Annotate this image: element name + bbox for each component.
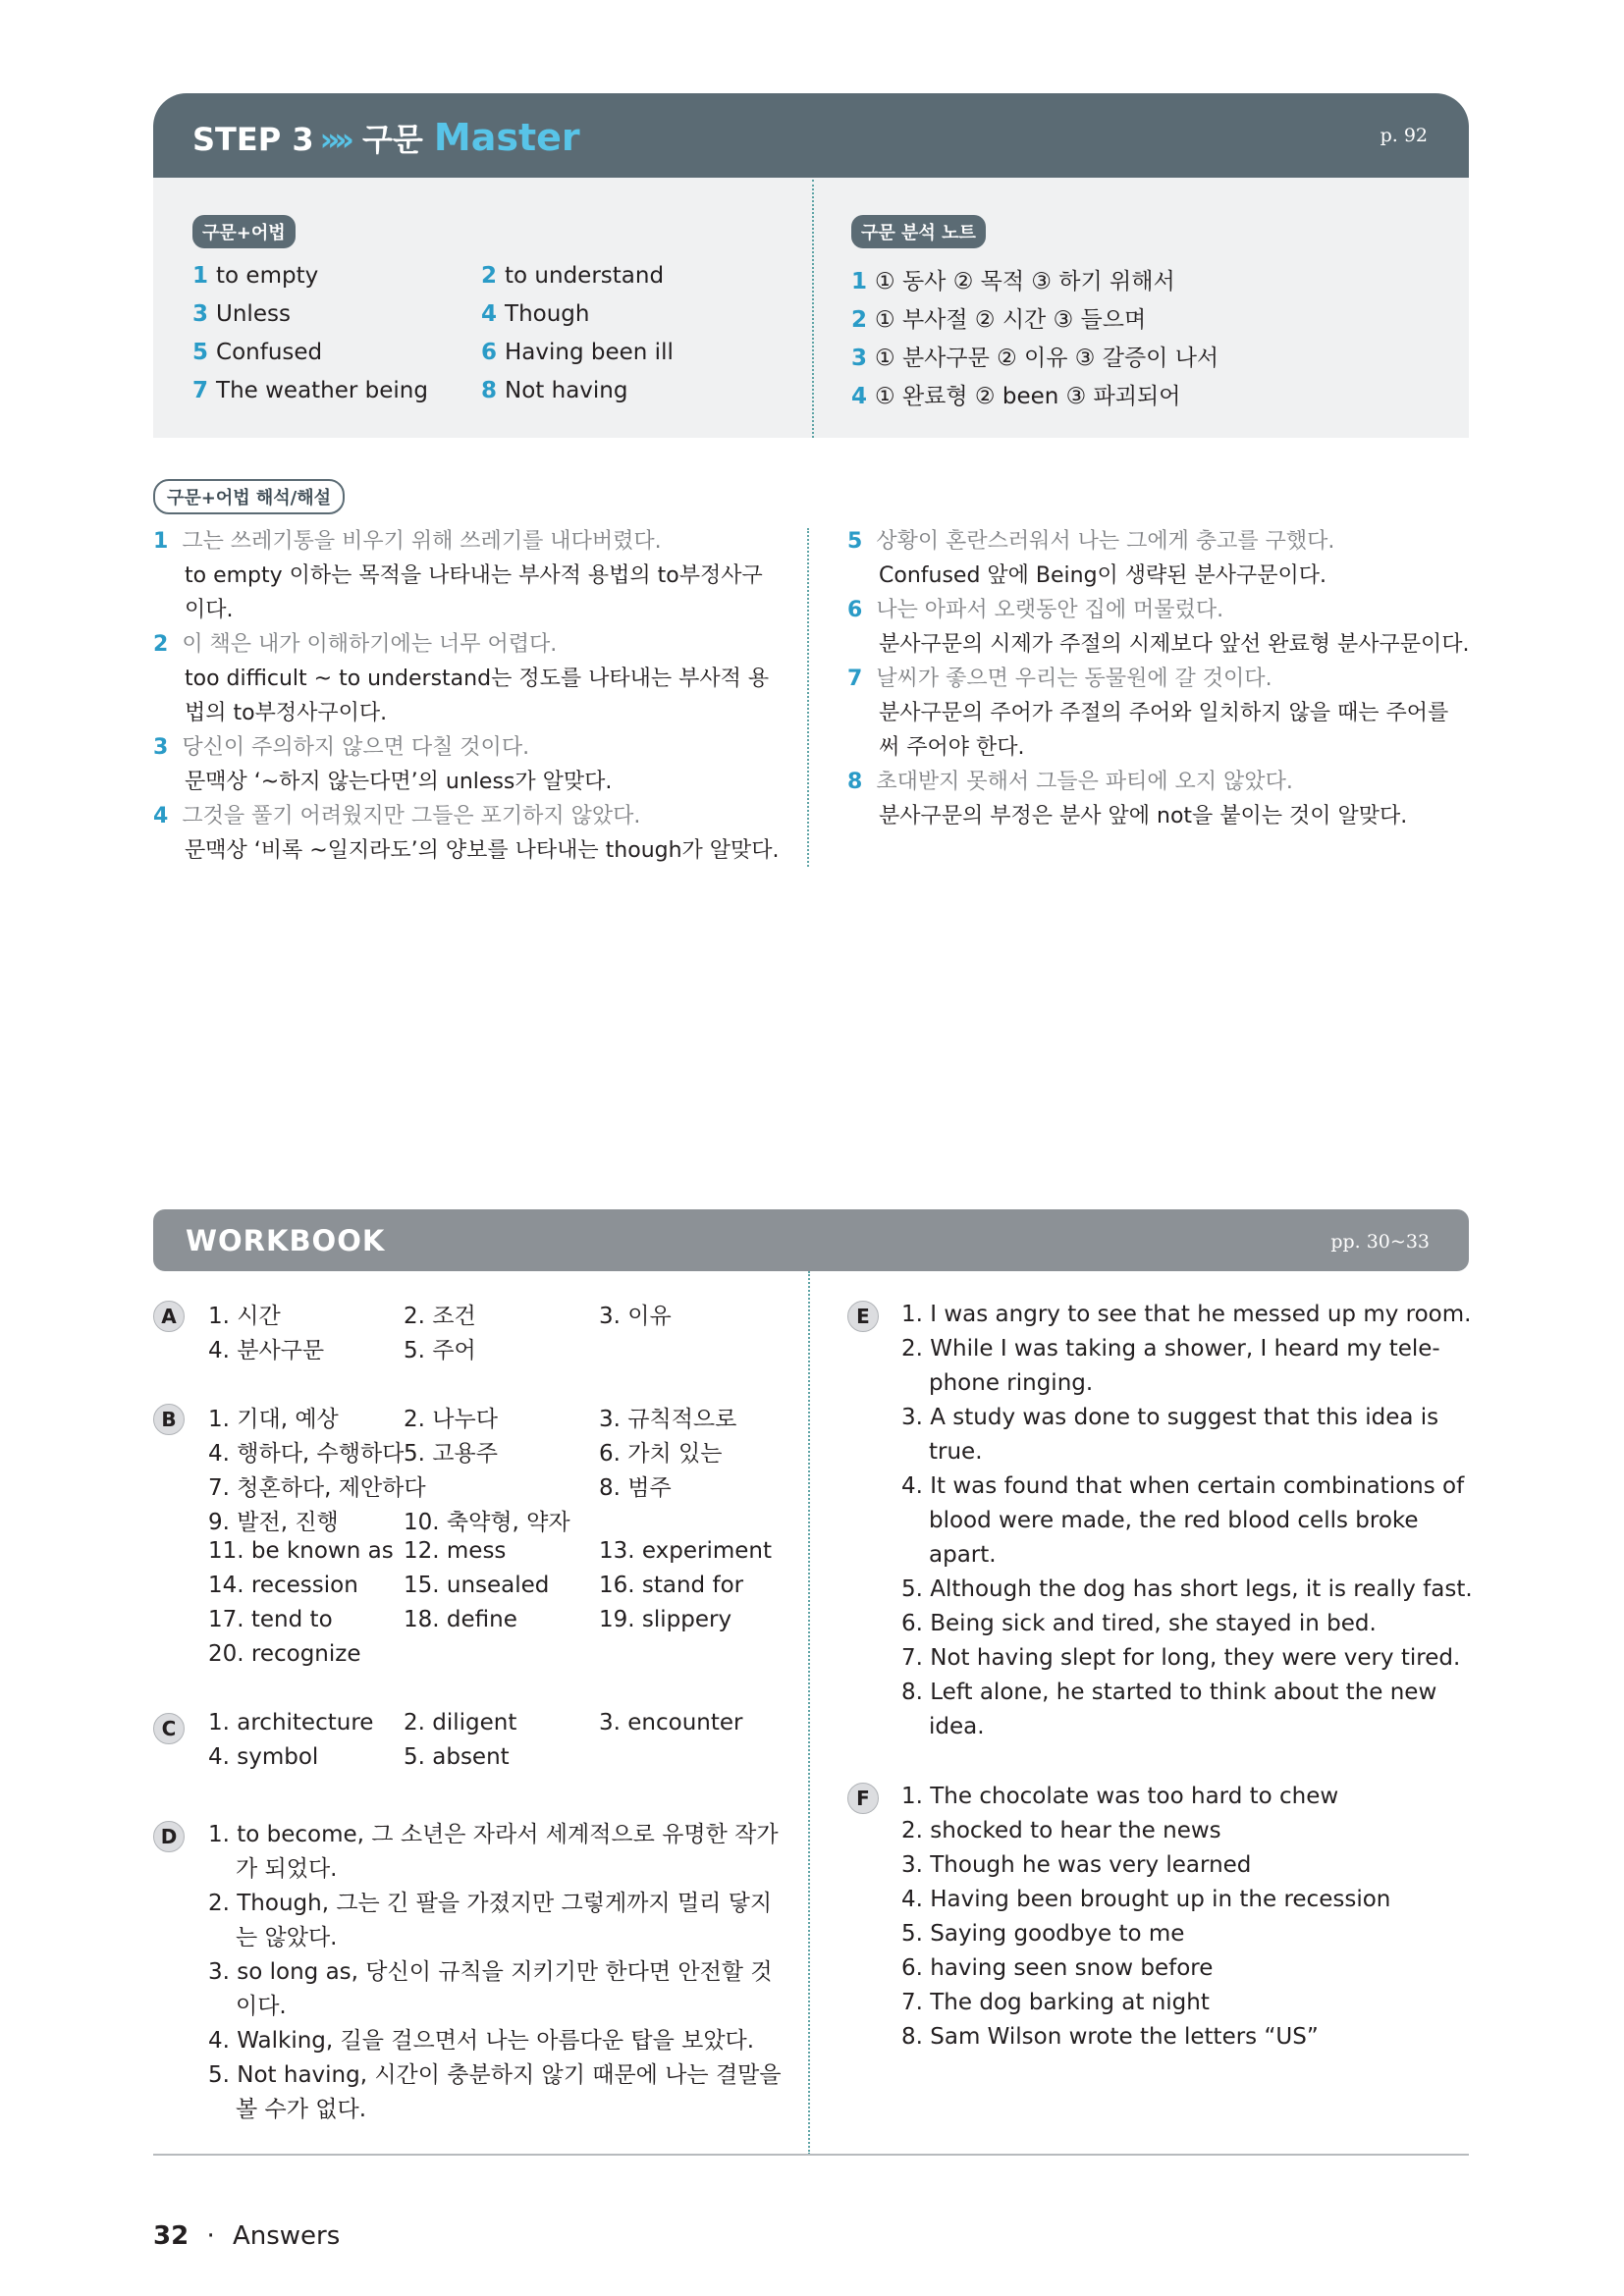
answer-cell: 18. define (404, 1607, 517, 1632)
section-marker-f: F (847, 1783, 879, 1814)
note-item: 1 ① 동사 ② 목적 ③ 하기 위해서 (851, 269, 1175, 294)
answer-cell: 11. be known as (208, 1538, 394, 1564)
answer-cell: 2. 조건 (404, 1304, 476, 1329)
page-reference: p. 92 (1380, 125, 1428, 146)
bottom-rule (153, 2154, 1469, 2156)
answer-cell: 9. 발전, 진행 (208, 1510, 339, 1535)
step3-header (153, 93, 1469, 178)
title-master: Master (433, 116, 580, 159)
explanation-item: 6 나는 아파서 오랫동안 집에 머물렀다. (847, 598, 1224, 622)
answer-cell: 4. 분사구문 (208, 1338, 325, 1363)
explanation-item: 8 초대받지 못해서 그들은 파티에 오지 않았다. (847, 770, 1293, 794)
answer-cell: 16. stand for (599, 1573, 744, 1598)
workbook-title: WORKBOOK (186, 1224, 386, 1257)
answer-item: 3 Unless (192, 301, 291, 327)
answer-cell: 8. 범주 (599, 1475, 672, 1501)
answer-cell: 5. absent (404, 1744, 510, 1770)
section-marker-b: B (153, 1404, 185, 1435)
answer-cell: 1. 시간 (208, 1304, 281, 1329)
note-item: 4 ① 완료형 ② been ③ 파괴되어 (851, 384, 1181, 409)
section-marker-e: E (847, 1301, 879, 1332)
notes-badge: 구문 분석 노트 (851, 215, 986, 248)
page-reference: pp. 30~33 (1330, 1231, 1430, 1253)
explanation-item: 1 그는 쓰레기통을 비우기 위해 쓰레기를 내다버렸다. (153, 529, 662, 554)
answer-item: 2 to understand (481, 263, 665, 289)
answer-cell: 1. 기대, 예상 (208, 1407, 339, 1432)
explanation-badge: 구문+어법 해석/해설 (153, 479, 345, 514)
answer-cell: 4. symbol (208, 1744, 319, 1770)
answer-cell: 3. 이유 (599, 1304, 672, 1329)
section-e-list: 1. I was angry to see that he messed up my room. 2. While I was taking a shower, I heard my tele- phone ringing. 3. A study was done to suggest that this idea is true. 4. It was found that when certain combinations of blood were made, the red blood cells broke apart. 5. Although the dog has short legs, it is really fast. 6. Being sick and tired, she stayed in bed. 7. Not having slept for long, they were very tired. 8. Left alone, he started to think about the new idea. (901, 1302, 1473, 1739)
section-marker-c: C (153, 1713, 185, 1744)
answer-cell: 5. 고용주 (404, 1441, 498, 1467)
answer-cell: 14. recession (208, 1573, 358, 1598)
dotted-divider (808, 1271, 810, 2155)
answer-cell: 3. encounter (599, 1710, 743, 1735)
explanation-item: 4 그것을 풀기 어려웠지만 그들은 포기하지 않았다. (153, 804, 641, 828)
title-korean: 구문 (361, 121, 423, 158)
page-number: 32 (153, 2221, 189, 2251)
answer-cell: 19. slippery (599, 1607, 732, 1632)
answer-cell: 3. 규칙적으로 (599, 1407, 737, 1432)
explanation-item: 7 날씨가 좋으면 우리는 동물원에 갈 것이다. (847, 667, 1272, 691)
grammar-badge: 구문+어법 (192, 215, 296, 248)
explanation-item: 2 이 책은 내가 이해하기에는 너무 어렵다. (153, 632, 558, 657)
answer-item: 1 to empty (192, 263, 319, 289)
answer-item: 8 Not having (481, 378, 628, 403)
double-chevron-icon: »» (319, 121, 349, 158)
answer-cell: 12. mess (404, 1538, 507, 1564)
section-marker-a: A (153, 1301, 185, 1332)
note-item: 2 ① 부사절 ② 시간 ③ 들으며 (851, 307, 1147, 333)
step3-title (192, 115, 580, 160)
dotted-divider (812, 180, 814, 438)
answer-cell: 4. 행하다, 수행하다 (208, 1441, 405, 1467)
answer-cell: 20. recognize (208, 1641, 361, 1667)
step-label: STEP 3 (192, 121, 314, 158)
answer-cell: 6. 가치 있는 (599, 1441, 723, 1467)
note-item: 3 ① 분사구문 ② 이유 ③ 갈증이 나서 (851, 346, 1219, 371)
answer-cell: 13. experiment (599, 1538, 772, 1564)
workbook-header (153, 1209, 1469, 1271)
page-footer: 32 · Answers (153, 2221, 341, 2251)
answer-cell: 7. 청혼하다, 제안하다 (208, 1475, 426, 1501)
explanation-item: 3 당신이 주의하지 않으면 다칠 것이다. (153, 735, 530, 760)
answer-cell: 17. tend to (208, 1607, 333, 1632)
section-f-list: 1. The chocolate was too hard to chew 2. shocked to hear the news 3. Though he was very learned 4. Having been brought up in the recession 5. Saying goodbye to me 6. having seen snow before 7. The dog barking at night 8. Sam Wilson wrote the letters “US” (901, 1784, 1391, 2050)
explanation-column-left: 1 그는 쓰레기통을 비우기 위해 쓰레기를 내다버렸다. to empty 이하는 목적을 나타내는 부사적 용법의 to부정사구 이다. 2 이 책은 내가 이해하기에는 너무 어렵다. too difficult ~ to understand는 정도를 나타내는 부사적 용 법의 to부정사구이다. 3 당신이 주의하지 않으면 다칠 것이다. 문맥상 ‘~하지 않는다면’의 unless가 알맞다. 4 그것을 풀기 어려웠지만 그들은 포기하지 않았다. 문맥상 ‘비록 ~일지라도’의 양보를 나타내는 though가 알맞다. (153, 524, 772, 868)
answer-item: 6 Having been ill (481, 340, 674, 365)
answer-cell: 10. 축약형, 약자 (404, 1510, 570, 1535)
answer-item: 5 Confused (192, 340, 323, 365)
answer-cell: 5. 주어 (404, 1338, 476, 1363)
section-marker-d: D (153, 1821, 185, 1852)
explanation-item: 5 상황이 혼란스러워서 나는 그에게 충고를 구했다. (847, 529, 1335, 554)
answer-item: 7 The weather being (192, 378, 428, 403)
answer-cell: 15. unsealed (404, 1573, 550, 1598)
answer-cell: 2. 나누다 (404, 1407, 498, 1432)
section-name: Answers (232, 2221, 341, 2251)
dotted-divider (807, 528, 809, 867)
section-d-list: 1. to become, 그 소년은 자라서 세계적으로 유명한 작가 가 되었다. 2. Though, 그는 긴 팔을 가졌지만 그렇게까지 멀리 닿지 는 않았다. 3. so long as, 당신이 규칙을 지키기만 한다면 안전할 것 이다. 4. Walking, 길을 걸으면서 나는 아름다운 탑을 보았다. 5. Not having, 시간이 충분하지 않기 때문에 나는 결말을 볼 수가 없다. (208, 1822, 782, 2122)
answer-cell: 1. architecture (208, 1710, 374, 1735)
explanation-column-right: 5 상황이 혼란스러워서 나는 그에게 충고를 구했다. Confused 앞에 Being이 생략된 분사구문이다. 6 나는 아파서 오랫동안 집에 머물렀다. 분사구문의 시제가 주절의 시제보다 앞선 완료형 분사구문이다. 7 날씨가 좋으면 우리는 동물원에 갈 것이다. 분사구문의 주어가 주절의 주어와 일치하지 않을 때는 주어를 써 주어야 한다. 8 초대받지 못해서 그들은 파티에 오지 않았다. 분사구문의 부정은 분사 앞에 not을 붙이는 것이 알맞다. (847, 524, 1469, 833)
answer-item: 4 Though (481, 301, 590, 327)
answer-cell: 2. diligent (404, 1710, 517, 1735)
